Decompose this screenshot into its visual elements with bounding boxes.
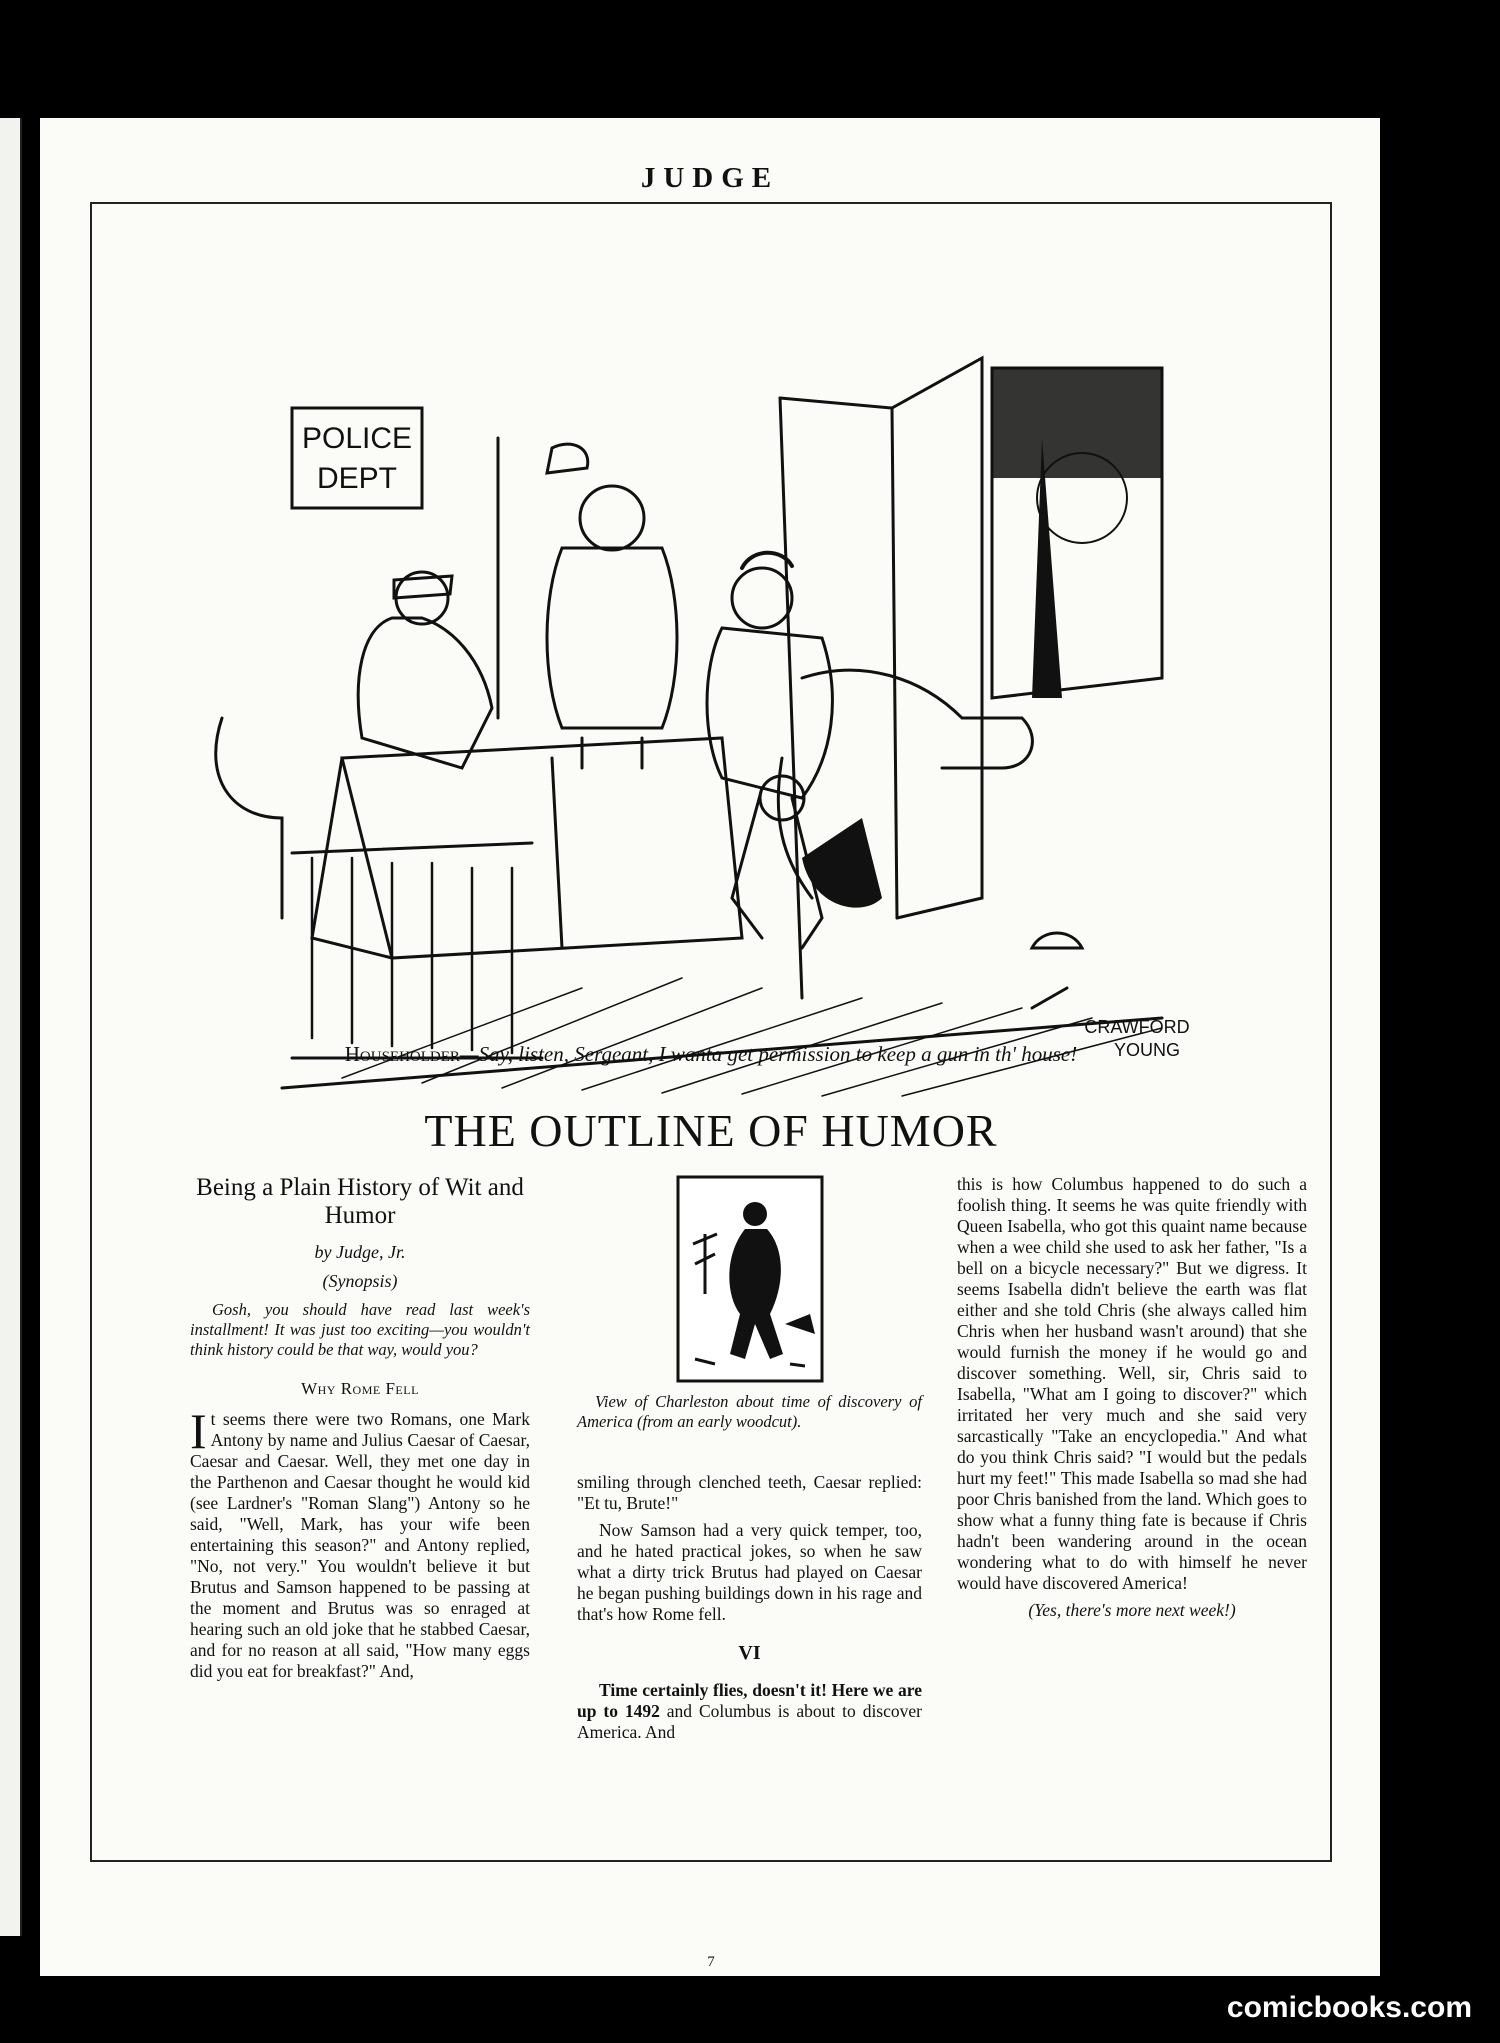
sign-text-police: POLICE [301, 422, 413, 455]
column-2 [577, 1174, 922, 1749]
caption-speaker: Householder [344, 1042, 460, 1066]
woodcut-caption: View of Charleston about time of discovery of America (from an early woodcut). [577, 1392, 922, 1431]
site-watermark: comicbooks.com [1226, 1991, 1472, 2024]
column-1 [190, 1174, 530, 1688]
section-heading-rome: Why Rome Fell [301, 1379, 419, 1398]
article-title: THE OUTLINE OF HUMOR [424, 1105, 998, 1156]
section-heading-vi: VI [738, 1642, 761, 1664]
article-byline: by Judge, Jr. [314, 1242, 406, 1262]
paragraph-1: It seems there were two Romans, one Mark Antony by name and Julius Caesar of Caesar, Caesar and Caesar. Well, they met one day in the Parthenon and Caesar thought he would kid (see Lardner's "Roman Slang") Antony so he said, "Well, Mark, has your wife been entertaining this season?" and Antony replied, "No, not very." You wouldn't believe it but Brutus and Samson happened to be passing at the moment and Brutus was so enraged at hearing such an old joke that he stabbed Caesar, and for no reason at all said, "How many eggs did you eat for breakfast?" And, [190, 1403, 530, 1681]
facing-page-edge [0, 118, 22, 1936]
magazine-header: JUDGE [640, 162, 780, 194]
synopsis-text: Gosh, you should have read last week's installment! It was just too exciting—you wouldn't think history could be that way, would you? [190, 1300, 530, 1359]
woodcut-illustration [675, 1174, 825, 1384]
caption-line: —Say, listen, Sergeant, I wanta get permission to keep a gun in th' house! [459, 1042, 1078, 1066]
paragraph-2: smiling through clenched teeth, Caesar replied: "Et tu, Brute!" [577, 1472, 922, 1513]
column-3 [957, 1174, 1307, 1621]
synopsis-label: (Synopsis) [322, 1271, 398, 1291]
sign-text-dept: DEPT [316, 462, 398, 495]
paragraph-5: this is how Columbus happened to do such a foolish thing. It seems he was quite friendly with Queen Isabella, who got this quaint name because when a wee child she used to ask her father, "Is a bell on a bicycle necessary?" But we digress. It seems Isabella didn't believe the earth was flat either and she told Chris (she always called him Chris when her husband wasn't around) that she would furnish the money if he would go and discover something. Well, sir, Chris said to Isabella, "What am I going to discover?" which irritated her very much and she said very sarcastically "Take an encyclopedia." And what do you think Chris said? "I would but the pedals hurt my feet!" This made Isabella so mad she had poor Chris banished from the land. Which goes to show what a funny thing fate is because if Chris hadn't been wandering around in the ocean wondering what to do with himself he never would have discovered America! [957, 1174, 1307, 1593]
drop-cap: I [190, 1403, 207, 1459]
paragraph-3: Now Samson had a very quick temper, too, and he hated practical jokes, so when he saw what a dirty trick Brutus had played on Caesar he began pushing buildings down in his rage and that's how Rome fell. [577, 1520, 922, 1624]
cartoon-caption [92, 1042, 1330, 1067]
closing-note: (Yes, there's more next week!) [1028, 1600, 1236, 1620]
article-subtitle: Being a Plain History of Wit and Humor [196, 1174, 524, 1229]
page-number: 7 [707, 1954, 715, 1970]
page-frame [90, 202, 1332, 1970]
magazine-page [40, 118, 1380, 1976]
artist-signature-line2: YOUNG [1113, 1040, 1181, 1060]
cartoon-illustration [162, 298, 1202, 1118]
paragraph-4: Time certainly flies, doesn't it! Here we are up to 1492 and Columbus is about to discover America. And [577, 1680, 922, 1742]
artist-signature-line1: CRAWFORD [1084, 1017, 1190, 1037]
